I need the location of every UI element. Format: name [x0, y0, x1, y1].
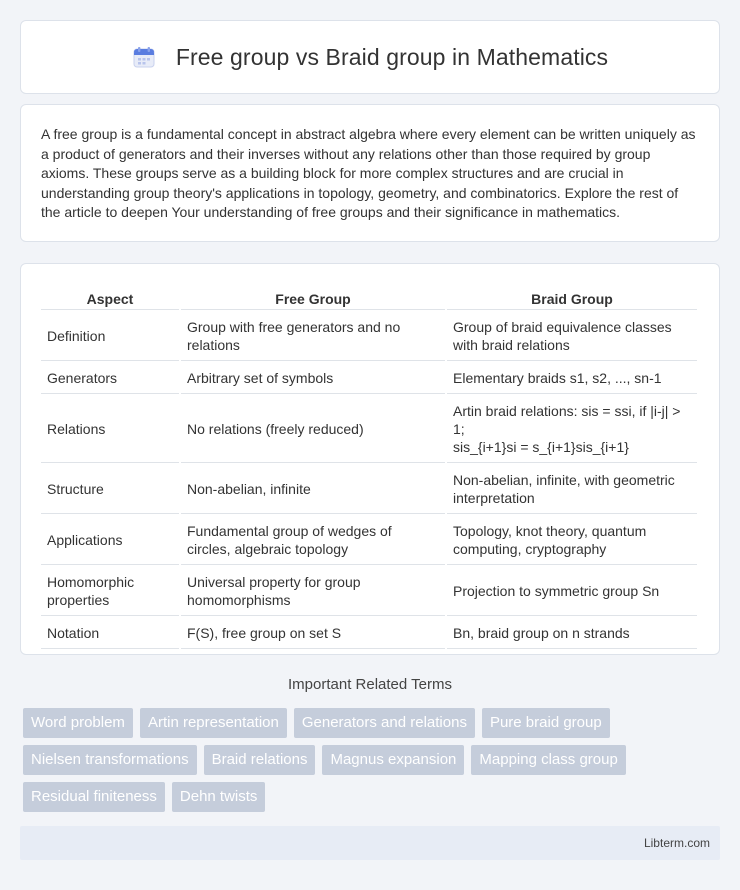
- table-row: [41, 465, 697, 514]
- cell-braid-group: Elementary braids s1, s2, ..., sn-1: [447, 363, 697, 394]
- related-term-tag[interactable]: Dehn twists: [172, 782, 266, 812]
- cell-free-group: Arbitrary set of symbols: [181, 363, 445, 394]
- related-term-tag[interactable]: Residual finiteness: [23, 782, 165, 812]
- related-term-tag[interactable]: Generators and relations: [294, 708, 475, 738]
- cell-aspect: Applications: [41, 516, 179, 565]
- intro-text: A free group is a fundamental concept in abstract algebra where every element can be written uniquely as a product of generators and their inverses without any relations other than those required by group axioms. These groups serve as a building block for more complex structures and are crucial in understanding group theory's applications in topology, geometry, and combinatorics. Explore the rest of the article to deepen Your understanding of free groups and their significance in mathematics.: [41, 126, 696, 221]
- cell-braid-group: Non-abelian, infinite, with geometric interpretation: [447, 465, 697, 514]
- header-card: [20, 20, 720, 94]
- table-row: [41, 516, 697, 565]
- page-title: Free group vs Braid group in Mathematics: [175, 43, 609, 70]
- cell-free-group: F(S), free group on set S: [181, 618, 445, 649]
- comparison-table: [39, 284, 699, 651]
- cell-free-group: Non-abelian, infinite: [181, 465, 445, 514]
- calendar-icon: [132, 45, 156, 69]
- table-row: [41, 618, 697, 649]
- related-terms-list: [23, 708, 723, 819]
- related-term-tag[interactable]: Pure braid group: [482, 708, 610, 738]
- header-free-group: Free Group: [181, 286, 445, 310]
- header-braid-group: Braid Group: [447, 286, 697, 310]
- cell-aspect: Homomorphic properties: [41, 567, 179, 616]
- header-aspect: Aspect: [41, 286, 179, 310]
- footer: [20, 826, 720, 860]
- cell-aspect: Relations: [41, 396, 179, 463]
- cell-free-group: No relations (freely reduced): [181, 396, 445, 463]
- intro-card: [20, 104, 720, 242]
- table-row: [41, 312, 697, 361]
- cell-aspect: Generators: [41, 363, 179, 394]
- cell-braid-group: Group of braid equivalence classes with braid relations: [447, 312, 697, 361]
- cell-free-group: Fundamental group of wedges of circles, algebraic topology: [181, 516, 445, 565]
- related-term-tag[interactable]: Artin representation: [140, 708, 287, 738]
- cell-braid-group: Topology, knot theory, quantum computing, cryptography: [447, 516, 697, 565]
- related-terms-title: Important Related Terms: [288, 676, 452, 693]
- cell-free-group: Universal property for group homomorphisms: [181, 567, 445, 616]
- related-term-tag[interactable]: Word problem: [23, 708, 133, 738]
- cell-aspect: Notation: [41, 618, 179, 649]
- related-term-tag[interactable]: Braid relations: [204, 745, 316, 775]
- cell-braid-group: Projection to symmetric group Sn: [447, 567, 697, 616]
- table-row: [41, 567, 697, 616]
- related-term-tag[interactable]: Mapping class group: [471, 745, 625, 775]
- cell-aspect: Definition: [41, 312, 179, 361]
- table-row: [41, 363, 697, 394]
- table-header-row: [41, 286, 697, 310]
- footer-site: Libterm.com: [643, 836, 710, 850]
- comparison-card: [20, 263, 720, 655]
- cell-free-group: Group with free generators and no relations: [181, 312, 445, 361]
- cell-braid-group: Artin braid relations: sis = ssi, if |i-j| > 1; sis_{i+1}si = s_{i+1}sis_{i+1}: [447, 396, 697, 463]
- related-term-tag[interactable]: Magnus expansion: [322, 745, 464, 775]
- related-term-tag[interactable]: Nielsen transformations: [23, 745, 197, 775]
- cell-braid-group: Bn, braid group on n strands: [447, 618, 697, 649]
- table-row: [41, 396, 697, 463]
- cell-aspect: Structure: [41, 465, 179, 514]
